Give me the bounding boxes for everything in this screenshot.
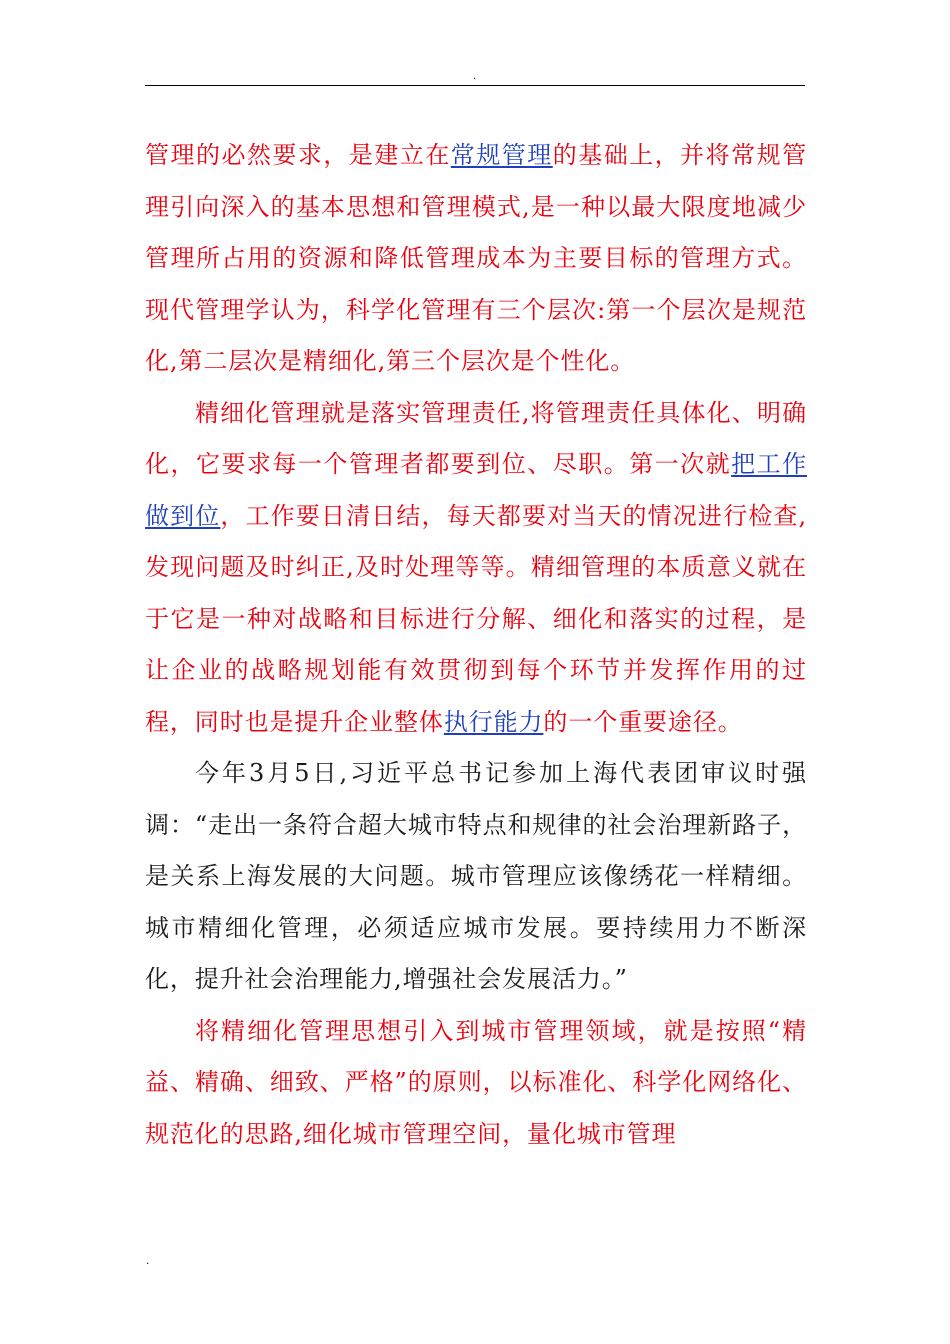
paragraph-1-text-b: 的基础上，并将常规管理引向深入的基本思想和管理模式,是一种以最大限度地减少管理所占用的资源和降低管理成本为主要目标的管理方式。现代管理学认为，科学化管理有三个层次:第一个层次是规范化,第二层次是精细化,第三个层次是个性化。 [145, 141, 807, 375]
footer-dot: . [146, 1256, 150, 1267]
paragraph-2-text-b: ，工作要日清日结，每天都要对当天的情况进行检查,发现问题及时纠正,及时处理等等。精细管理的本质意义就在于它是一种对战略和目标进行分解、细化和落实的过程，是让企业的战略规划能有效贯彻到每个环节并发挥作用的过程，同时也是提升企业整体 [145, 501, 807, 736]
paragraph-2 [145, 388, 807, 749]
header-rule [145, 85, 805, 86]
paragraph-2-text-a: 精细化管理就是落实管理责任,将管理责任具体化、明确化，它要求每一个管理者都要到位、尽职。第一次就 [145, 398, 807, 478]
document-body [145, 130, 807, 1160]
paragraph-4: 将精细化管理思想引入到城市管理领域，就是按照“精益、精确、细致、严格”的原则，以标准化、科学化网络化、规范化的思路,细化城市管理空间，量化城市管理 [145, 1016, 807, 1148]
paragraph-2-text-c: 的一个重要途径。 [543, 707, 743, 736]
paragraph-1-text-a: 管理的必然要求，是建立在 [145, 141, 451, 169]
paragraph-3: 今年3月5日,习近平总书记参加上海代表团审议时强调：“走出一条符合超大城市特点和规律的社会治理新路子，是关系上海发展的大问题。城市管理应该像绣花一样精细。城市精细化管理，必须适应城市发展。要持续用力不断深化，提升社会治理能力,增强社会发展活力。” [145, 759, 807, 993]
link-ba-gongzuo-zuodaowei[interactable]: 把工作做到位 [145, 450, 807, 530]
paragraph-1 [145, 130, 807, 388]
link-changgui-guanli[interactable]: 常规管理 [450, 141, 553, 169]
header-dot: . [473, 71, 477, 82]
link-zhixing-nengli[interactable]: 执行能力 [443, 707, 544, 736]
